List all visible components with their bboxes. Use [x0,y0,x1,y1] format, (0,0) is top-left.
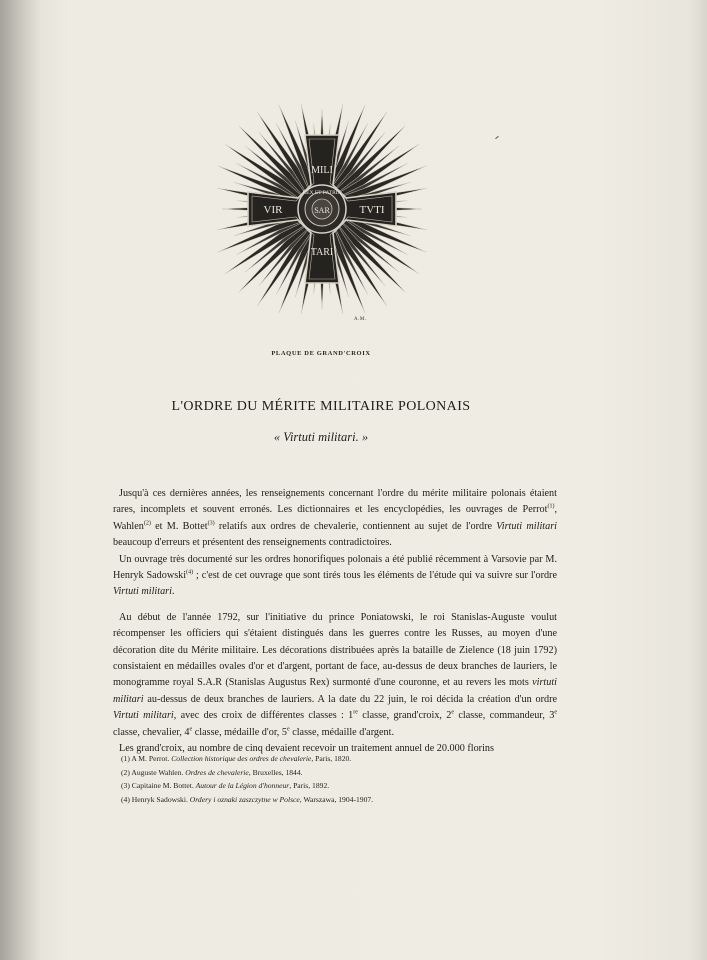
footnote-3: (3) Capitaine M. Bottet. Autour de la Légion d'honneur, Paris, 1892. [121,781,330,790]
badge-text-top: MILI [311,165,333,176]
grand-cross-star-badge-illustration [200,83,444,335]
paragraph-4: Les grand'croix, au nombre de cinq devaient recevoir un traitement annuel de 20.000 florins [119,743,494,755]
badge-text-bottom: TARI [310,247,334,258]
footnote-ref-4: (4) [186,569,194,576]
footnote-4: (4) Henryk Sadowski. Ordery i oznaki zaszczytne w Polsce, Warszawa, 1904-1907. [121,794,374,804]
page-binding-shadow [0,0,42,960]
badge-text-left: VIR [263,204,283,216]
page-title: L'ORDRE DU MÉRITE MILITAIRE POLONAIS [171,399,471,414]
artist-initials: A.M. [354,317,367,322]
badge-text-right: TVTI [359,204,385,216]
footnote-1: (1) A M. Perrot. Collection historique des ordres de chevalerie, Paris, 1820. [121,754,352,763]
footnote-ref-1: (1) [547,504,555,511]
page-subtitle: « Virtuti militari. » [273,430,369,444]
footnote-ref-2: (2) [143,520,151,527]
badge-center-monogram: SAR [314,206,330,215]
paragraph-3: Au début de l'année 1792, sur l'initiative du prince Poniatowski, le roi Stanislas-Auguste voulut récompenser les officiers qui s'étaient distingués dans les guerres contre les Russes, au moyen d'une décoration dite du Mérite militaire. Les décorations distribuées après la bataille de Zielence (18 juin 1792) consistaient en médailles ovales d'or et d'argent, portant de face, au-dessus de deux branches de lauriers, le monogramme royal S.A.R (Stanislas Augustus Rex) surmonté d'une couronne, et au revers les mots virtuti militari au-dessus de deux branches de lauriers. A la date du 22 juin, le roi décida la création d'un ordre Virtuti militari, avec des croix de différentes classes : 1re classe, grand'croix, 2e classe, commandeur, 3e classe, chevalier, 4e classe, médaille d'or, 5e classe, médaille d'argent. [113,611,558,738]
footnote-2: (2) Auguste Wahlen. Ordres de chevalerie, Bruxelles, 1844. [121,767,303,777]
badge-ring-text: REX ET PATRIA [302,190,342,196]
page-mark [495,136,499,139]
figure-caption: PLAQUE DE GRAND'CROIX [271,350,371,357]
footnotes [121,752,373,806]
paragraph-1: Jusqu'à ces dernières années, les renseignements concernant l'ordre du mérite militaire polonais étaient rares, incomplets et souvent erronés. Les dictionnaires et les encyclopédies, les ouvrages de Perrot$^{(1)}$, Wahlen$^{(2)}$ et M. Bottet$^{(3)}$ relatifs aux ordres de chevalerie, contiennent au sujet de l'ordre Virtuti militari beaucoup d'erreurs et présentent des renseignements contradictoires. [113,488,557,549]
footnote-ref-3: (3) [207,520,215,527]
article-body [113,486,557,758]
paragraph-2: Un ouvrage très documenté sur les ordres honorifiques polonais a été publié récemment à Varsovie par M. Henryk Sadowski$^{(4)}$ ; c'est de cet ouvrage que sont tirés tous les éléments de l'étude qui va suivre sur l'ordre Virtuti militari. [113,553,557,598]
